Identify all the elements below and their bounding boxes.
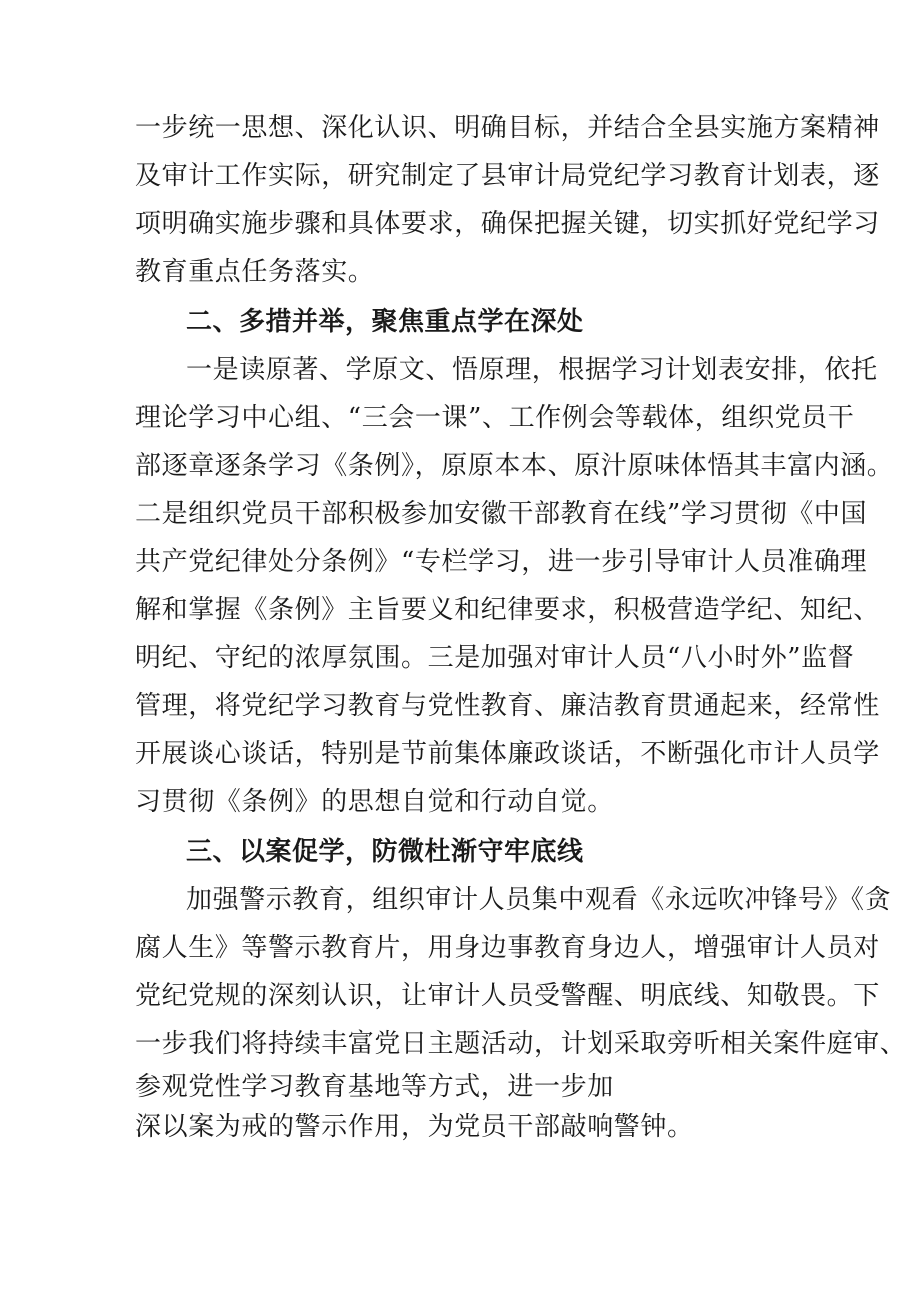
body-text-line: 习贯彻《条例》的思想自觉和行动自觉。 [135,787,614,817]
body-text-line: 管理，将党纪学习教育与党性教育、廉洁教育贯通起来，经常性 [135,691,880,721]
body-text-line: 加强警示教育，组织审计人员集中观看《永远吹冲锋号》《贪 [186,885,892,915]
body-text-line: 腐人生》等警示教育片，用身边事教育身边人，增强审计人员对 [135,933,880,963]
body-text-line: 及审计工作实际，研究制定了县审计局党纪学习教育计划表，逐 [135,161,880,191]
body-text-line: 明纪、守纪的浓厚氛围。三是加强对审计人员“八小时外”监督 [135,643,855,673]
body-text-line: 开展谈心谈话，特别是节前集体廉政谈话，不断强化市计人员学 [135,739,880,769]
body-text-line: 部逐章逐条学习《条例》，原原本本、原汁原味体悟其丰富内涵。 [135,451,894,481]
body-text-line: 一步统一思想、深化认识、明确目标，并结合全县实施方案精神 [135,113,880,143]
body-text-line: 共产党纪律处分条例》“专栏学习，进一步引导审计人员准确理 [135,547,868,577]
body-text-line: 参观党性学习教育基地等方式，进一步加 [135,1072,614,1102]
body-text-line: 解和掌握《条例》主旨要义和纪律要求，积极营造学纪、知纪、 [135,595,880,625]
body-text-line: 一是读原著、学原文、悟原理，根据学习计划表安排，依托 [186,355,878,385]
body-text-line: 项明确实施步骤和具体要求，确保把握关键，切实抓好党纪学习 [135,209,880,239]
section-heading-2: 二、多措并举，聚焦重点学在深处 [186,307,584,337]
section-heading-3: 三、以案促学，防微杜渐守牢底线 [186,837,584,867]
body-text-line: 一步我们将持续丰富党日主题活动，计划采取旁听相关案件庭审、 [135,1029,907,1059]
body-text-line: 二是组织党员干部积极参加安徽干部教育在线”学习贯彻《中国 [135,499,868,529]
body-text-line: 党纪党规的深刻认识，让审计人员受警醒、明底线、知敬畏。下 [135,981,880,1011]
body-text-line: 教育重点任务落实。 [135,257,375,287]
body-text-line: 理论学习中心组、“三会一课”、工作例会等载体，组织党员干 [135,403,855,433]
body-text-line: 深以案为戒的警示作用，为党员干部敲响警钟。 [135,1112,694,1142]
